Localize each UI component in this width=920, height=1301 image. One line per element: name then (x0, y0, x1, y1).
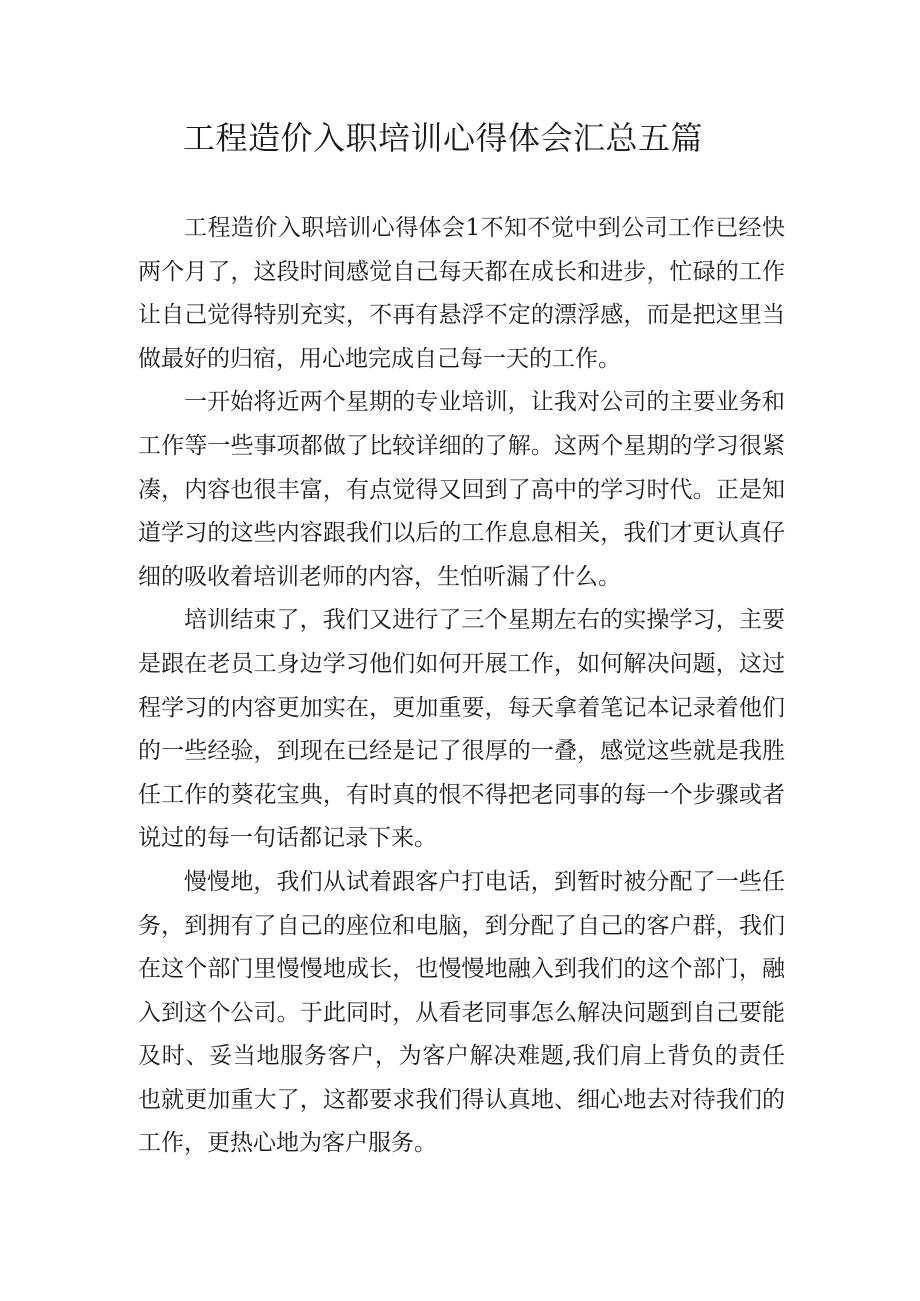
paragraph-3: 培训结束了，我们又进行了三个星期左右的实操学习，主要是跟在老员工身边学习他们如何开展工作，如何解决问题，这过程学习的内容更加实在，更加重要，每天拿着笔记本记录着他们的一些经验，到现在已经是记了很厚的一叠，感觉这些就是我胜任工作的葵花宝典，有时真的恨不得把老同事的每一个步骤或者说过的每一句话都记录下来。 (138, 607, 785, 852)
document-body (138, 207, 785, 1166)
paragraph-4: 慢慢地，我们从试着跟客户打电话，到暂时被分配了一些任务，到拥有了自己的座位和电脑，到分配了自己的客户群，我们在这个部门里慢慢地成长，也慢慢地融入到我们的这个部门，融入到这个公司。于此同时，从看老同事怎么解决问题到自己要能及时、妥当地服务客户，为客户解决难题,我们肩上背负的责任也就更加重大了，这都要求我们得认真地、细心地去对待我们的工作，更热心地为客户服务。 (138, 868, 785, 1157)
paragraph-1: 工程造价入职培训心得体会1不知不觉中到公司工作已经快两个月了，这段时间感觉自己每天都在成长和进步，忙碌的工作让自己觉得特别充实，不再有悬浮不定的漂浮感，而是把这里当做最好的归宿，用心地完成自己每一天的工作。 (138, 215, 785, 372)
document-title: 工程造价入职培训心得体会汇总五篇 (183, 119, 704, 157)
paragraph-2: 一开始将近两个星期的专业培训，让我对公司的主要业务和工作等一些事项都做了比较详细的了解。这两个星期的学习很紧凑，内容也很丰富，有点觉得又回到了高中的学习时代。正是知道学习的这些内容跟我们以后的工作息息相关，我们才更认真仔细的吸收着培训老师的内容，生怕听漏了什么。 (138, 389, 785, 590)
